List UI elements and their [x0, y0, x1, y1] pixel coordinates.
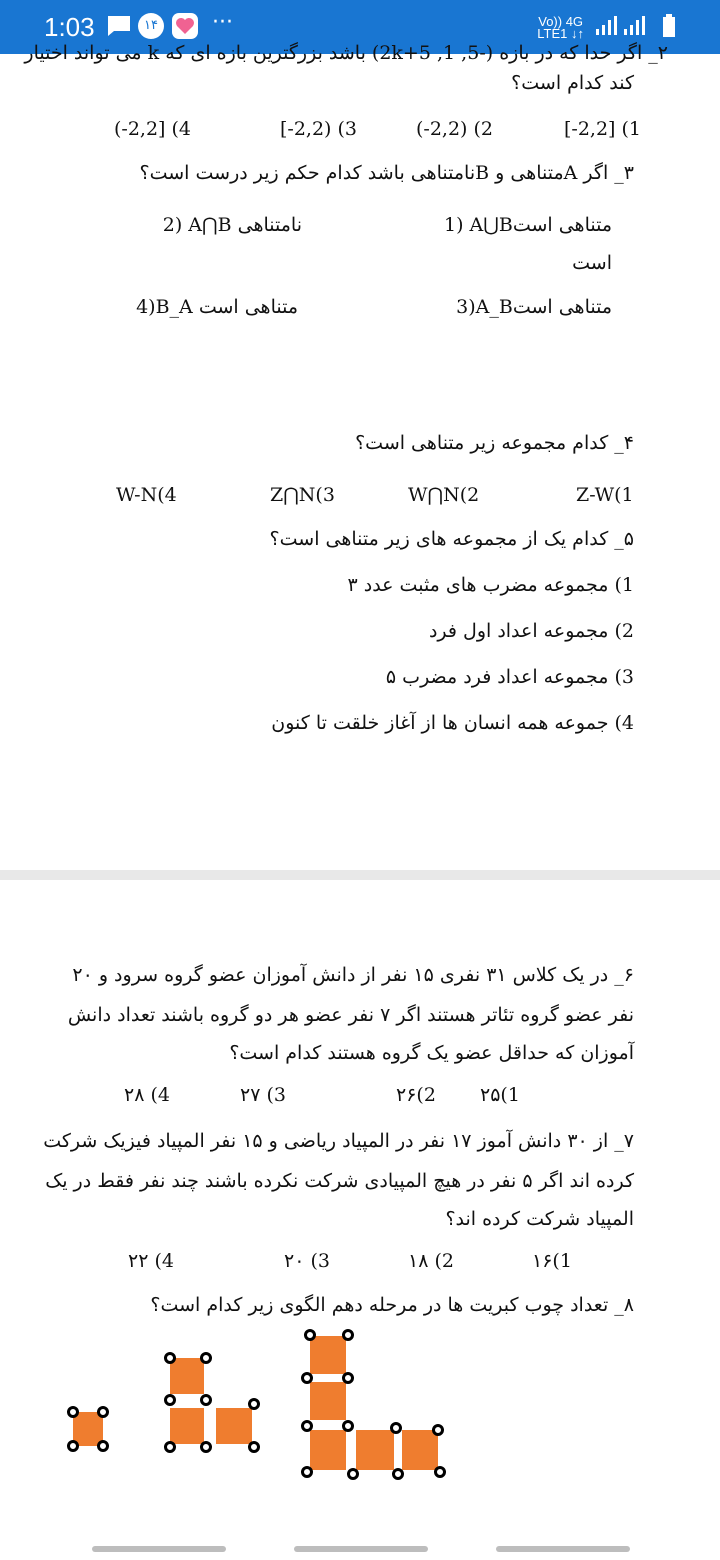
question-6-option-2: ۲۶(2: [396, 1084, 436, 1106]
message-icon: [106, 14, 132, 42]
pattern-stage-2: [166, 1354, 259, 1452]
question-5-option-3: 3) مجموعه اعداد فرد مضرب ۵: [385, 666, 634, 688]
question-8-text: ۸_ تعداد چوب کبریت ها در مرحله دهم الگوی زیر کدام است؟: [150, 1294, 634, 1316]
clock: 1:03: [44, 12, 95, 42]
question-4-option-3: Z⋂N(3: [270, 484, 335, 506]
question-2-option-2: (-2,2) (2: [416, 118, 494, 140]
question-6-line-3: آموزان که حداقل عضو یک گروه هستند کدام است؟: [229, 1042, 634, 1064]
question-7-line-3: المپیاد شرکت کرده اند؟: [445, 1208, 634, 1230]
match-square: [310, 1382, 346, 1420]
match-square: [170, 1408, 204, 1444]
question-6-option-4: ۲۸ (4: [124, 1084, 170, 1106]
question-7-option-2: ۱۸ (2: [408, 1250, 454, 1272]
nav-handle-right[interactable]: [496, 1546, 630, 1552]
match-square: [73, 1412, 103, 1446]
question-5-option-2: 2) مجموعه اعداد اول فرد: [428, 620, 634, 642]
question-4-option-2: W⋂N(2: [408, 484, 480, 506]
match-square: [216, 1408, 252, 1444]
matchstick-pattern-figure: [0, 880, 720, 1535]
nav-handle-left[interactable]: [92, 1546, 226, 1552]
question-2-option-4: (-2,2] (4: [114, 118, 192, 140]
more-icon: ···: [212, 10, 233, 35]
status-right: [537, 14, 676, 41]
pattern-stage-3: [303, 1331, 445, 1479]
match-square: [310, 1336, 346, 1374]
pattern-stage-1: [69, 1408, 108, 1451]
match-square: [310, 1430, 346, 1470]
question-2-cut-line: ۲_ اگر حدا که در بازه (-5, 1, 2k+5) باشد بزرگترین بازه ای که k می تواند اختیار: [24, 42, 668, 64]
question-3-option-4: 4)B_A متناهی است: [136, 296, 298, 318]
question-4-option-4: W-N(4: [116, 484, 177, 506]
navigation-bar: [0, 1535, 720, 1560]
heart-app-icon: [172, 13, 198, 39]
signal-icon: [594, 15, 652, 40]
document-page-2[interactable]: [0, 880, 720, 1535]
question-6-line-2: نفر عضو گروه تئاتر هستند اگر ۷ نفر عضو هر دو گروه باشند تعداد دانش: [67, 1004, 634, 1026]
question-3-option-1: 1) A⋃Bمتناهی است: [444, 214, 612, 236]
question-4-option-1: Z-W(1: [576, 484, 634, 506]
question-3-option-1-cont: است: [572, 252, 612, 274]
question-3-text: ۳_ اگر Aمتناهی و Bنامتناهی باشد کدام حکم زیر درست است؟: [139, 162, 634, 184]
question-5-option-1: 1) مجموعه مضرب های مثبت عدد ۳: [347, 574, 634, 596]
battery-icon: [662, 14, 676, 41]
question-7-option-4: ۲۲ (4: [128, 1250, 174, 1272]
question-7-option-1: ۱۶(1: [532, 1250, 572, 1272]
question-7-line-1: ۷_ از ۳۰ دانش آموز ۱۷ نفر در المپیاد ریاضی و ۱۵ نفر المپیاد فیزیک شرکت: [43, 1130, 634, 1152]
question-6-line-1: ۶_ در یک کلاس ۳۱ نفری ۱۵ نفر از دانش آموزان عضو گروه سرود و ۲۰: [72, 964, 634, 986]
question-7-line-2: کرده اند اگر ۵ نفر در هیچ المپیادی شرکت نکرده باشند چند نفر فقط در یک: [45, 1170, 634, 1192]
match-square: [402, 1430, 438, 1470]
question-7-option-3: ۲۰ (3: [284, 1250, 330, 1272]
question-2-option-3: [-2,2) (3: [280, 118, 358, 140]
question-5-text: ۵_ کدام یک از مجموعه های زیر متناهی است؟: [269, 528, 634, 550]
notification-badge-icon: ۱۴: [138, 13, 164, 39]
network-label: Vo)) 4G LTE1 ↓↑: [537, 13, 584, 41]
document-page-1[interactable]: [0, 42, 720, 870]
nav-handle-center[interactable]: [294, 1546, 428, 1552]
question-3-option-2: 2) A⋂B نامتناهی: [162, 214, 302, 236]
question-6-option-3: ۲۷ (3: [240, 1084, 286, 1106]
question-6-option-1: ۲۵(1: [480, 1084, 520, 1106]
question-2-text: کند کدام است؟: [511, 72, 634, 94]
question-3-option-3: 3)A_Bمتناهی است: [456, 296, 612, 318]
question-5-option-4: 4) جموعه همه انسان ها از آغاز خلقت تا کنون: [271, 712, 634, 734]
question-4-text: ۴_ کدام مجموعه زیر متناهی است؟: [355, 432, 634, 454]
match-square: [170, 1358, 204, 1394]
question-2-option-1: [-2,2] (1: [564, 118, 642, 140]
match-square: [356, 1430, 394, 1470]
